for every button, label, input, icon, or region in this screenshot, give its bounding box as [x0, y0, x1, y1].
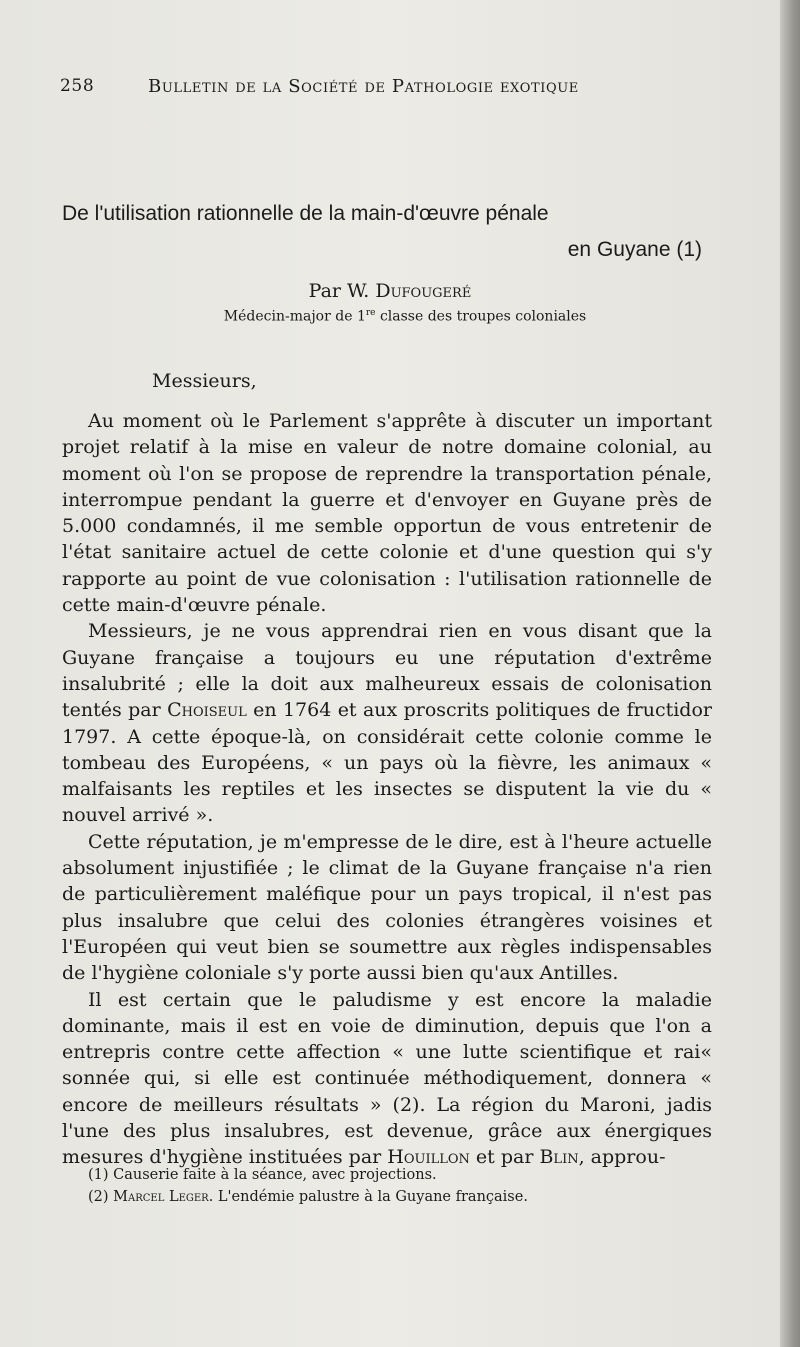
paragraph-3: Cette réputation, je m'empresse de le dire, est à l'heure actuelle absolument injustifiée ; le climat de la Guyane française n'a rien de particulièrement maléfique pour un pays tropical, il n'est pas plus insalubre que celui des colonies étrangères voisines et l'Européen qui veut bien se soumettre aux règles indispensables de l'hygiène coloniale s'y porte aussi bien qu'aux Antilles.: [62, 830, 712, 985]
footnote-2-author: Marcel Leger: [113, 1189, 209, 1205]
article-title: [62, 196, 702, 268]
person-name-blin: Blin: [539, 1146, 579, 1169]
paragraph-4-text-b: , approu-: [578, 1146, 666, 1169]
person-name-houillon: Houillon: [387, 1146, 470, 1169]
footnote-1: (1) Causerie faite à la séance, avec projections.: [88, 1167, 437, 1183]
paragraph-2: [62, 618, 712, 828]
page-number: 258: [60, 76, 95, 96]
author-affiliation: [0, 308, 780, 325]
footnote-2: [88, 1186, 708, 1208]
page-edge-shadow: [780, 0, 800, 1347]
article-title-line-1: De l'utilisation rationnelle de la main-d'œuvre pénale: [62, 202, 549, 225]
affiliation-sup: re: [365, 308, 376, 318]
article-body: [62, 408, 712, 1171]
footnotes: [88, 1164, 708, 1208]
paragraph-4-text-mid: et par: [469, 1146, 540, 1169]
byline: [0, 280, 780, 302]
person-name-choiseul: Choiseul: [167, 699, 247, 722]
paragraph-4-text-a: Il est certain que le paludisme y est encore la maladie dominante, mais il est en voie de diminution, depuis que l'on a entrepris contre cette affection « une lutte scientifique et rai« sonnée qui, si elle est continuée méthodiquement, donnera « encore de meilleurs résultats » (2). La région du Maroni, jadis l'une des plus insalubres, est devenue, grâce aux énergiques mesures d'hygiène instituées par: [62, 988, 712, 1169]
paragraph-4: [62, 987, 712, 1171]
affiliation-pre: Médecin-major de 1: [223, 308, 366, 325]
paragraph-1: Au moment où le Parlement s'apprête à discuter un important projet relatif à la mise en valeur de notre domaine colonial, au moment où l'on se propose de reprendre la transportation pénale, interrompue pendant la guerre et d'envoyer en Guyane près de 5.000 condamnés, il me semble opportun de vous entretenir de l'état sanitaire actuel de cette colonie et d'une question qui s'y rapporte au point de vue colonisation : l'utilisation rationnelle de cette main-d'œuvre pénale.: [62, 410, 712, 617]
author-name: Dufougeré: [375, 280, 472, 302]
paragraph-2-text-b: en 1764 et aux proscrits politiques de fructidor 1797. A cette époque-là, on considérait cette colonie comme le tombeau des Européens, « un pays où la fièvre, les animaux « malfaisants les reptiles et les insectes se disputent la vie du « nouvel arrivé ».: [62, 699, 712, 827]
paragraph-2-text-a: Messieurs, je ne vous apprendrai rien en vous disant que la Guyane française a toujours eu une réputation d'extrême insalubrité ; elle la doit aux malheureux essais de colonisation tentés par: [62, 620, 712, 722]
salutation: Messieurs,: [152, 370, 257, 392]
byline-prefix: Par W.: [308, 280, 370, 302]
footnote-2-number: (2): [88, 1189, 114, 1205]
affiliation-post: classe des troupes coloniales: [375, 308, 587, 325]
journal-title: Bulletin de la Société de Pathologie exotique: [148, 76, 579, 97]
article-title-line-2: en Guyane (1): [567, 238, 702, 261]
footnote-2-text: . L'endémie palustre à la Guyane française.: [208, 1189, 528, 1205]
